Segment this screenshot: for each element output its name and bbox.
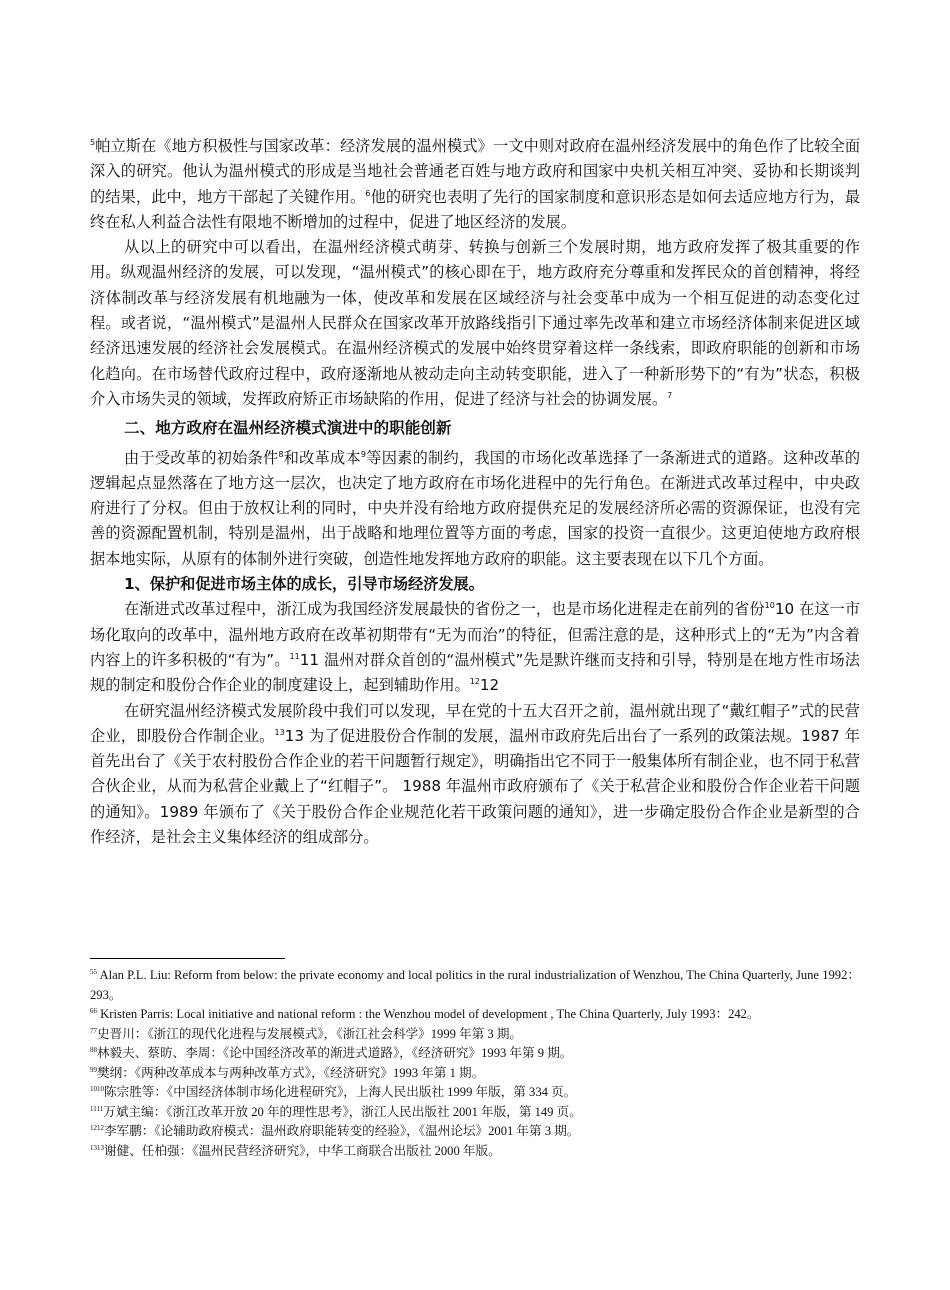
footnote-ref[interactable]: 11 [289,651,300,661]
footnote-ref[interactable]: 7 [667,390,673,400]
footnote: $^{77}$史晋川：《浙江的现代化进程与发展模式》，《浙江社会科学》1999 年第 3 期。 [90,1026,523,1041]
document-body [90,134,860,850]
footnote-ref[interactable]: 5 [90,138,96,147]
footnote-ref[interactable]: 10 [764,601,775,611]
section-heading: 二、地方政府在温州经济模式演进中的职能创新 [124,419,452,438]
paragraph-2: 从以上的研究中可以看出，在温州经济模式萌芽、转换与创新三个发展时期，地方政府发挥了极其重要的作用。纵观温州经济的发展，可以发现，“温州模式”的核心即在于，地方政府充分尊重和发挥民众的首创精神，将经济体制改革与经济发展有机地融为一体，使改革和发展在区域经济与社会变革中成为一个相互促进的动态变化过程。或者说，“温州模式”是温州人民群众在国家改革开放路线指引下通过率先改革和建立市场经济体制来促进区域经济迅速发展的经济社会发展模式。在温州经济模式的发展中始终贯穿着这样一条线索，即政府职能的创新和市场化趋向。在市场替代政府过程中，政府逐渐地从被动走向主动转变职能，进入了一种新形势下的“有为”状态，积极介入市场失灵的领域，发挥政府矫正市场缺陷的作用，促进了经济与社会的协调发展。$^7$ [90,238,860,408]
footnotes [90,966,860,1161]
footnote-separator [90,958,285,959]
footnote: $^{88}$林毅夫、蔡昉、李周：《论中国经济改革的渐进式道路》，《经济研究》1993 年第 9 期。 [90,1046,573,1060]
subsection-heading: 1、保护和促进市场主体的成长，引导市场经济发展。 [124,575,484,594]
footnote-ref[interactable]: 8 [278,449,284,459]
paragraph-4: 在渐进式改革过程中，浙江成为我国经济发展最快的省份之一，也是市场化进程走在前列的省份$^{10}$10 在这一市场化取向的改革中，温州地方政府在改革初期带有“无为而治”的特征，但需注意的是，这种形式上的“无为”内含着内容上的许多积极的“有为”。$^{11}$11 温州对群众首创的“温州模式”先是默许继而支持和引导，特别是在地方性市场法规的制定和股份合作企业的制度建设上，起到辅助作用。$^{12}$12 [90,600,861,695]
paragraph-3: 由于受改革的初始条件$^8$和改革成本$^9$等因素的制约，我国的市场化改革选择了一条渐进式的道路。这种改革的逻辑起点显然落在了地方这一层次，也决定了地方政府在市场化进程中的先行角色。在渐进式改革过程中，中央政府进行了分权。但由于放权让利的同时，中央并没有给地方政府提供充足的发展经济所必需的资源保证，也没有完善的资源配置机制，特别是温州，出于战略和地理位置等方面的考虑，国家的投资一直很少。这更迫使地方政府根据本地实际，从原有的体制外进行突破，创造性地发挥地方政府的职能。这主要表现在以下几个方面。 [90,448,860,568]
footnote-ref[interactable]: 13 [274,727,285,737]
footnote-ref[interactable]: 12 [469,677,480,687]
footnote-ref[interactable]: 6 [365,188,371,198]
footnote: $^{1313}$谢健、任柏强：《温州民营经济研究》，中华工商联合出版社 2000 年版。 [90,1143,501,1158]
footnote: $^{66}$ Kristen Parris: Local initiative and national reform : the Wenzhou model of development , The China Quarterly, July 1993：242。 [90,1007,760,1021]
footnote: $^{1010}$陈宗胜等：《中国经济体制市场化进程研究》，上海人民出版社 1999 年版，第 334 页。 [90,1085,577,1099]
footnote: $^{1212}$李军鹏：《论辅助政府模式：温州政府职能转变的经验》，《温州论坛》2001 年第 3 期。 [90,1124,580,1138]
footnote-ref[interactable]: 9 [360,449,366,459]
paragraph-5: 在研究温州经济模式发展阶段中我们可以发现，早在党的十五大召开之前，温州就出现了“戴红帽子”式的民营企业，即股份合作制企业。$^{13}$13 为了促进股份合作制的发展，温州市政府先后出台了一系列的政策法规。1987 年首先出台了《关于农村股份合作企业的若干问题暂行规定》，明确指出它不同于一般集体所有制企业，也不同于私营合伙企业，从而为私营企业戴上了“红帽子”。 1988 年温州市政府颁布了《关于私营企业和股份合作企业若干问题的通知》。1989 年颁布了《关于股份合作企业规范化若干政策问题的通知》，进一步确定股份合作企业是新型的合作经济，是社会主义集体经济的组成部分。 [90,701,860,847]
footnote: $^{1111}$万斌主编：《浙江改革开放 20 年的理性思考》，浙江人民出版社 2001 年版，第 149 页。 [90,1104,582,1119]
paragraph-1: $^5$帕立斯在《地方积极性与国家改革：经济发展的温州模式》一文中则对政府在温州经济发展中的角色作了比较全面深入的研究。他认为温州模式的形成是当地社会普通老百姓与地方政府和国家中央机关相互冲突、妥协和长期谈判的结果，此中，地方干部起了关键作用。$^6$他的研究也表明了先行的国家制度和意识形态是如何去适应地方行为，最终在私人利益合法性有限地不断增加的过程中，促进了地区经济的发展。 [90,137,861,231]
footnote: $^{55}$ Alan P.L. Liu: Reform from below: the private economy and local politics in the rural industrialization of Wenzhou, The China Quarterly, June 1992：293。 [90,968,860,1002]
footnote: $^{99}$樊纲：《两种改革成本与两种改革方式》，《经济研究》1993 年第 1 期。 [90,1065,485,1080]
